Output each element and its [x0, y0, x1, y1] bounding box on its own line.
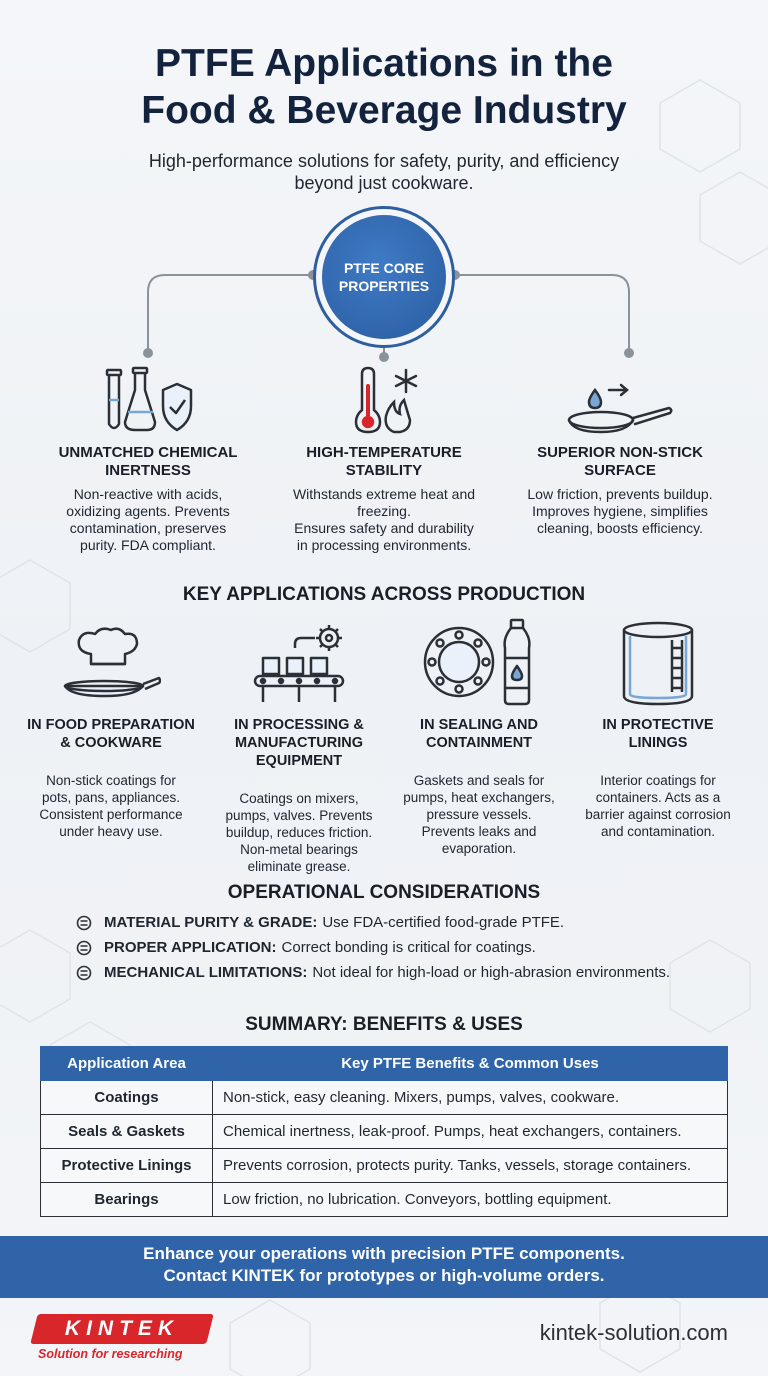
table-cell: Prevents corrosion, protects purity. Tanks, vessels, storage containers.: [213, 1149, 728, 1183]
table-row: [41, 1115, 728, 1149]
table-header-row: [41, 1047, 728, 1081]
table-row: [41, 1183, 728, 1217]
table-cell: Coatings: [41, 1081, 213, 1115]
application-processing-equipment: IN PROCESSING & MANUFACTURING EQUIPMENT Coatings on mixers, pumps, valves. Prevents buildup, reduces friction. Non-metal bearings eliminate grease.: [203, 618, 395, 875]
list-item: MECHANICAL LIMITATIONS: Not ideal for high-load or high-abrasion environments.: [76, 960, 736, 985]
property-chemical-inertness: UNMATCHED CHEMICAL INERTNESS Non-reactive with acids, oxidizing agents. Prevents contamination, preserves purity. FDA compliant.: [28, 360, 268, 554]
call-to-action-banner: Enhance your operations with precision PTFE components. Contact KINTEK for prototypes or high-volume orders.: [0, 1236, 768, 1298]
summary-section-title: SUMMARY: BENEFITS & USES: [245, 1014, 523, 1035]
page-title: PTFE Applications in the Food & Beverage Industry: [141, 42, 627, 132]
conveyor-gear-icon: [203, 618, 395, 706]
list-bullet-icon: [76, 915, 98, 931]
thermometer-flame-snowflake-icon: [264, 360, 504, 436]
considerations-section-title: OPERATIONAL CONSIDERATIONS: [227, 882, 541, 903]
kintek-logo: KINTEK Solution for researching: [34, 1314, 214, 1362]
table-cell: Protective Linings: [41, 1149, 213, 1183]
gasket-bottle-icon: [383, 618, 575, 706]
column-header: Application Area: [41, 1047, 213, 1081]
core-properties-badge: PTFE CORE PROPERTIES: [322, 215, 446, 339]
table-cell: Non-stick, easy cleaning. Mixers, pumps, valves, cookware.: [213, 1081, 728, 1115]
chemical-flask-shield-icon: [28, 360, 268, 436]
applications-section-title: KEY APPLICATIONS ACROSS PRODUCTION: [182, 584, 586, 605]
table-row: [41, 1149, 728, 1183]
considerations-list: [76, 910, 736, 985]
chef-hat-pan-icon: [15, 618, 207, 706]
application-food-preparation: IN FOOD PREPARATION & COOKWARE Non-stick coatings for pots, pans, appliances. Consistent performance under heavy use.: [15, 618, 207, 840]
application-sealing-containment: IN SEALING AND CONTAINMENT Gaskets and seals for pumps, heat exchangers, pressure vessels. Prevents leaks and evaporation.: [383, 618, 575, 857]
list-bullet-icon: [76, 965, 98, 981]
lined-tank-icon: [562, 618, 754, 706]
property-non-stick-desc: Low friction, prevents buildup. Improves hygiene, simplifies cleaning, boosts efficiency.: [527, 486, 713, 536]
property-temperature-desc: Withstands extreme heat and freezing. Ensures safety and durability in processing environments.: [292, 486, 476, 553]
table-cell: Seals & Gaskets: [41, 1115, 213, 1149]
table-cell: Bearings: [41, 1183, 213, 1217]
list-item: PROPER APPLICATION: Correct bonding is critical for coatings.: [76, 935, 736, 960]
table-cell: Chemical inertness, leak-proof. Pumps, heat exchangers, containers.: [213, 1115, 728, 1149]
property-chemical-desc: Non-reactive with acids, oxidizing agents. Prevents contamination, preserves purity. FDA compliant.: [66, 486, 230, 553]
list-bullet-icon: [76, 940, 98, 956]
column-header: Key PTFE Benefits & Common Uses: [213, 1047, 728, 1081]
page-subtitle: High-performance solutions for safety, purity, and efficiency beyond just cookware.: [148, 151, 620, 193]
non-stick-pan-icon: [500, 360, 740, 436]
website-link[interactable]: kintek-solution.com: [539, 1320, 728, 1345]
table-cell: Low friction, no lubrication. Conveyors, bottling equipment.: [213, 1183, 728, 1217]
table-row: [41, 1081, 728, 1115]
summary-table: [40, 1046, 728, 1217]
property-temperature-stability: HIGH-TEMPERATURE STABILITY Withstands extreme heat and freezing. Ensures safety and durability in processing environments.: [264, 360, 504, 554]
list-item: MATERIAL PURITY & GRADE: Use FDA-certified food-grade PTFE.: [76, 910, 736, 935]
application-protective-linings: IN PROTECTIVE LININGS Interior coatings for containers. Acts as a barrier against corrosion and contamination.: [562, 618, 754, 840]
property-non-stick-surface: SUPERIOR NON-STICK SURFACE Low friction, prevents buildup. Improves hygiene, simplifies cleaning, boosts efficiency.: [500, 360, 740, 537]
